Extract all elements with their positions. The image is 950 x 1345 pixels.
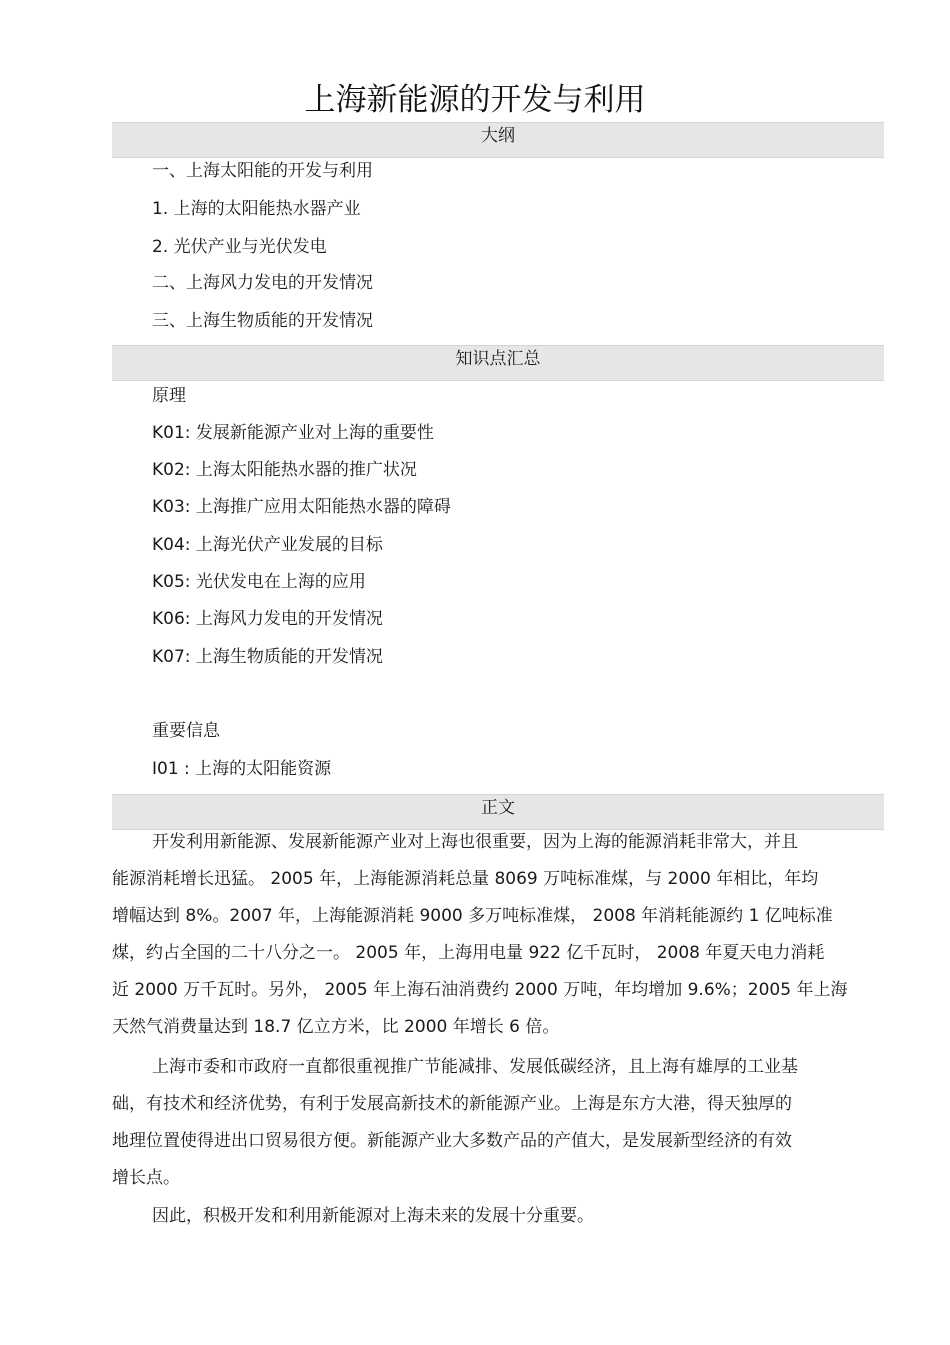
body-paragraph-2 — [112, 1049, 884, 1197]
paragraph-line: 能源消耗增长迅猛。 2005 年，上海能源消耗总量 8069 万吨标准煤，与 2000 年相比，年均 — [112, 869, 819, 889]
body-heading: 正文 — [481, 798, 515, 818]
outline-heading-bar — [112, 122, 884, 158]
knowledge-item: K03: 上海推广应用太阳能热水器的障碍 — [152, 497, 451, 517]
paragraph-line: 上海市委和市政府一直都很重视推广节能减排、发展低碳经济，且上海有雄厚的工业基 — [152, 1057, 798, 1077]
outline-item: 1. 上海的太阳能热水器产业 — [152, 199, 361, 219]
knowledge-item: K07: 上海生物质能的开发情况 — [152, 647, 383, 667]
knowledge-heading-bar — [112, 345, 884, 381]
paragraph-line: 础，有技术和经济优势，有利于发展高新技术的新能源产业。上海是东方大港，得天独厚的 — [112, 1094, 792, 1114]
document-title: 上海新能源的开发与利用 — [304, 82, 646, 118]
paragraph-line: 煤，约占全国的二十八分之一。 2005 年，上海用电量 922 亿千瓦时， 2008 年夏天电力消耗 — [112, 943, 825, 963]
knowledge-item: K05: 光伏发电在上海的应用 — [152, 572, 366, 592]
principle-label: 原理 — [152, 386, 186, 406]
paragraph-line: 因此，积极开发和利用新能源对上海未来的发展十分重要。 — [152, 1206, 594, 1226]
outline-item: 2. 光伏产业与光伏发电 — [152, 237, 327, 257]
knowledge-item: K04: 上海光伏产业发展的目标 — [152, 535, 383, 555]
knowledge-item: K06: 上海风力发电的开发情况 — [152, 609, 383, 629]
paragraph-line: 近 2000 万千瓦时。另外， 2005 年上海石油消费约 2000 万吨，年均增加 9.6%；2005 年上海 — [112, 980, 848, 1000]
paragraph-line: 增长点。 — [112, 1168, 180, 1188]
body-paragraph-3 — [112, 1198, 884, 1235]
body-paragraph-1 — [112, 824, 884, 1046]
paragraph-line: 开发利用新能源、发展新能源产业对上海也很重要，因为上海的能源消耗非常大，并且 — [152, 832, 798, 852]
important-info-label: 重要信息 — [152, 721, 220, 741]
outline-heading: 大纲 — [481, 126, 515, 146]
outline-item: 一、上海太阳能的开发与利用 — [152, 161, 373, 181]
knowledge-item: K01: 发展新能源产业对上海的重要性 — [152, 423, 434, 443]
paragraph-line: 增幅达到 8%。2007 年，上海能源消耗 9000 多万吨标准煤， 2008 年消耗能源约 1 亿吨标准 — [112, 906, 833, 926]
knowledge-heading: 知识点汇总 — [455, 349, 541, 369]
outline-item: 二、上海风力发电的开发情况 — [152, 273, 373, 293]
outline-item: 三、上海生物质能的开发情况 — [152, 311, 373, 331]
paragraph-line: 地理位置使得进出口贸易很方便。新能源产业大多数产品的产值大，是发展新型经济的有效 — [112, 1131, 792, 1151]
info-item: I01 : 上海的太阳能资源 — [152, 759, 332, 779]
paragraph-line: 天然气消费量达到 18.7 亿立方米，比 2000 年增长 6 倍。 — [112, 1017, 560, 1037]
knowledge-item: K02: 上海太阳能热水器的推广状况 — [152, 460, 417, 480]
